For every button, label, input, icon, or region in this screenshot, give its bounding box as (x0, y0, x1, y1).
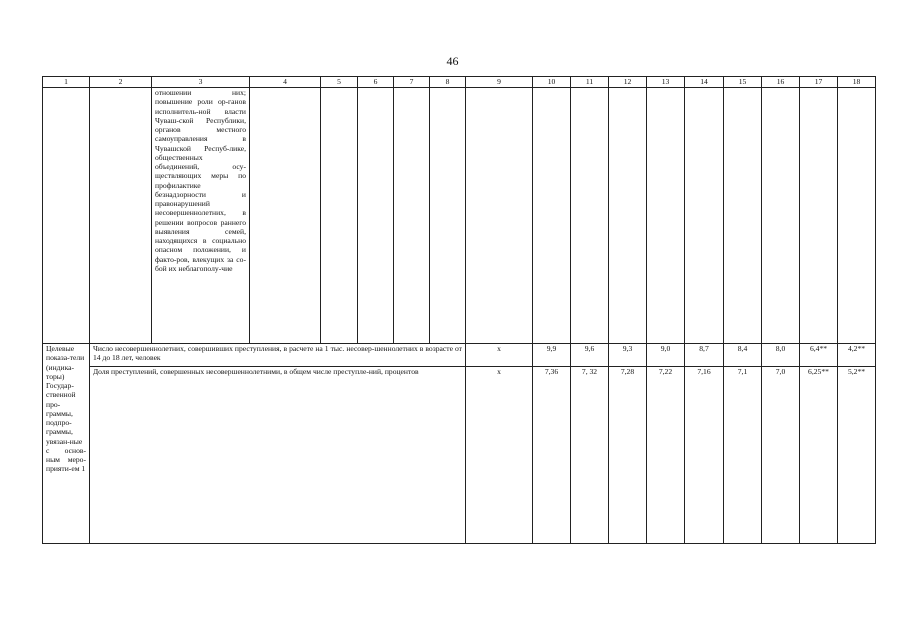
table-cell (800, 88, 838, 344)
table-cell (609, 88, 647, 344)
column-header: 12 (609, 77, 647, 88)
table-cell (571, 88, 609, 344)
column-header: 1 (43, 77, 90, 88)
table-cell (358, 88, 394, 344)
table-cell (430, 88, 466, 344)
table-cell (724, 88, 762, 344)
indicator-value: 9,0 (647, 344, 685, 367)
table-cell (685, 88, 724, 344)
column-header: 2 (90, 77, 152, 88)
indicator-text: Доля преступлений, совершенных несовершеннолетними, в общем числе преступле-ний, процентов (90, 367, 466, 544)
table-cell (466, 88, 533, 344)
column-header: 11 (571, 77, 609, 88)
indicator-value: 4,2** (838, 344, 876, 367)
table-cell (647, 88, 685, 344)
indicator-value: x (466, 344, 533, 367)
page-number: 46 (446, 54, 459, 68)
indicator-value: 7,28 (609, 367, 647, 544)
table-cell (838, 88, 876, 344)
table-cell (533, 88, 571, 344)
table-cell (90, 88, 152, 344)
table-cell (394, 88, 430, 344)
indicator-row (43, 367, 876, 544)
indicator-value: 9,9 (533, 344, 571, 367)
program-table (42, 76, 876, 544)
indicator-value: 6,25** (800, 367, 838, 544)
indicator-value: 8,0 (762, 344, 800, 367)
indicator-value: x (466, 367, 533, 544)
column-header: 5 (321, 77, 358, 88)
column-header: 18 (838, 77, 876, 88)
indicator-value: 6,4** (800, 344, 838, 367)
column-header: 16 (762, 77, 800, 88)
column-header: 8 (430, 77, 466, 88)
column-header: 15 (724, 77, 762, 88)
measure-row (43, 88, 876, 344)
column-header: 3 (152, 77, 250, 88)
column-header: 13 (647, 77, 685, 88)
table-cell (250, 88, 321, 344)
indicator-value: 7,22 (647, 367, 685, 544)
measure-description: отношении них; повышение роли ор-ганов исполнитель-ной власти Чуваш-ской Республики, органов местного самоуправления в Чувашской Респуб-лике, общественных объединений, осу-ществляющих меры по профилактике безнадзорности и правонарушений несовершеннолетних, в решении вопросов раннего выявления семей, находящихся в социально опасном положении, и факто-ров, влекущих за со-бой их неблагополу-чие (152, 88, 250, 344)
indicator-value: 9,3 (609, 344, 647, 367)
column-header: 14 (685, 77, 724, 88)
target-indicators-label: Целевые показа-тели (индика-торы) Государ-ственной про-граммы, подпро-граммы, увязан-ные с основ-ным меро-прияти-ем 1 (43, 344, 90, 544)
column-number-header-row (43, 77, 876, 88)
column-header: 6 (358, 77, 394, 88)
indicator-value: 7,1 (724, 367, 762, 544)
table-cell (321, 88, 358, 344)
indicator-value: 7,36 (533, 367, 571, 544)
indicator-value: 7,0 (762, 367, 800, 544)
indicator-value: 7,16 (685, 367, 724, 544)
indicator-value: 9,6 (571, 344, 609, 367)
column-header: 17 (800, 77, 838, 88)
column-header: 7 (394, 77, 430, 88)
indicator-value: 7, 32 (571, 367, 609, 544)
column-header: 4 (250, 77, 321, 88)
indicator-row (43, 344, 876, 367)
column-header: 9 (466, 77, 533, 88)
indicator-value: 5,2** (838, 367, 876, 544)
indicator-value: 8,4 (724, 344, 762, 367)
table-cell (762, 88, 800, 344)
indicator-text: Число несовершеннолетних, совершивших преступления, в расчете на 1 тыс. несовер-шеннолетних в возрасте от 14 до 18 лет, человек (90, 344, 466, 367)
column-header: 10 (533, 77, 571, 88)
indicator-value: 8,7 (685, 344, 724, 367)
table-cell (43, 88, 90, 344)
